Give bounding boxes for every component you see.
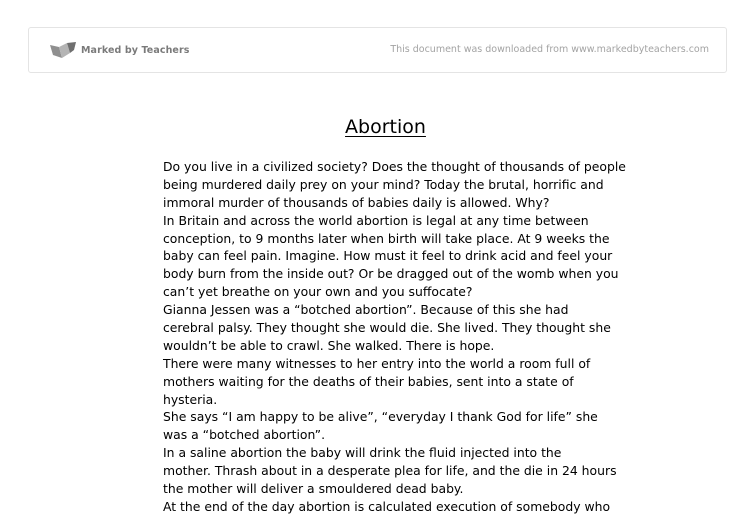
body-line: hysteria.: [163, 391, 218, 407]
download-source-note: This document was downloaded from www.markedbyteachers.com: [390, 44, 709, 55]
body-line: Do you live in a civilized society? Does the thought of thousands of people: [163, 159, 626, 174]
body-line: baby can feel pain. Imagine. How must it feel to drink acid and feel your: [163, 248, 613, 264]
body-line: being murdered daily prey on your mind? Today the brutal, horrific and: [163, 176, 604, 192]
brand[interactable]: [49, 41, 190, 59]
body-line: the mother will deliver a smouldered dead baby.: [163, 481, 464, 497]
body-line: was a “botched abortion”.: [163, 427, 326, 443]
marked-by-teachers-logo-icon: [49, 41, 77, 59]
body-line: She says “I am happy to be alive”, “everyday I thank God for life” she: [163, 409, 598, 425]
body-line: wouldn’t be able to crawl. She walked. There is hope.: [163, 337, 495, 353]
body-line: mothers waiting for the deaths of their babies, sent into a state of: [163, 373, 574, 389]
document-body: [163, 158, 626, 516]
download-header: [28, 27, 727, 73]
body-line: There were many witnesses to her entry into the world a room full of: [163, 355, 591, 371]
body-line: conception, to 9 months later when birth will take place. At 9 weeks the: [163, 230, 610, 246]
body-line: In Britain and across the world abortion is legal at any time between: [163, 212, 589, 228]
body-line: mother. Thrash about in a desperate plea for life, and the die in 24 hours: [163, 463, 617, 479]
body-line: In a saline abortion the baby will drink the fluid injected into the: [163, 445, 562, 461]
document-title: Abortion: [345, 116, 426, 138]
body-line: cerebral palsy. They thought she would die. She lived. They thought she: [163, 320, 611, 336]
brand-name: Marked by Teachers: [81, 44, 190, 56]
body-line: body burn from the inside out? Or be dragged out of the womb when you: [163, 266, 619, 282]
body-line: immoral murder of thousands of babies daily is allowed. Why?: [163, 194, 550, 210]
body-line: can’t yet breathe on your own and you suffocate?: [163, 284, 473, 300]
body-line: At the end of the day abortion is calculated execution of somebody who: [163, 498, 611, 514]
body-line: Gianna Jessen was a “botched abortion”. Because of this she had: [163, 302, 569, 318]
